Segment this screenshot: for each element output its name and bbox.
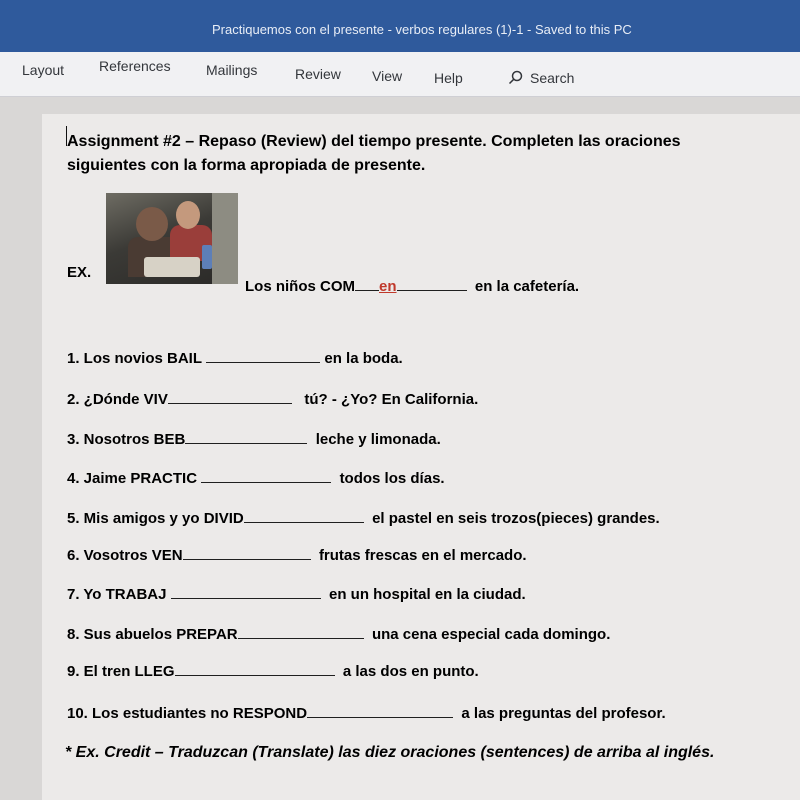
example-blank-lead	[355, 275, 379, 291]
question-stem: 3. Nosotros BEB	[67, 431, 186, 448]
cafeteria-photo[interactable]	[106, 193, 238, 284]
answer-blank[interactable]	[183, 544, 311, 560]
question-9	[67, 660, 479, 680]
answer-blank[interactable]	[171, 583, 321, 599]
title-bar	[0, 0, 800, 52]
question-rest: el pastel en seis trozos(pieces) grandes.	[372, 510, 660, 527]
tab-review[interactable]: Review	[295, 66, 341, 82]
example-blank-tail	[397, 275, 467, 291]
question-2	[67, 388, 478, 408]
answer-blank[interactable]	[168, 388, 292, 404]
question-rest: leche y limonada.	[315, 431, 441, 448]
question-10	[67, 702, 666, 722]
answer-blank[interactable]	[175, 660, 335, 676]
question-1	[67, 347, 403, 367]
question-stem: 6. Vosotros VEN	[67, 547, 183, 564]
ribbon-tabs	[0, 52, 800, 97]
search-icon	[508, 70, 524, 86]
question-rest: a las preguntas del profesor.	[461, 705, 666, 722]
photo-child-head	[136, 207, 168, 241]
example-sentence	[245, 275, 579, 295]
photo-lunch-tray	[144, 257, 200, 277]
tab-mailings[interactable]: Mailings	[206, 62, 258, 78]
question-rest: a las dos en punto.	[342, 663, 479, 680]
search-box[interactable]	[508, 70, 574, 86]
search-label: Search	[530, 70, 575, 86]
tab-references[interactable]: References	[99, 58, 171, 74]
photo-wall	[212, 193, 238, 284]
question-rest: todos los días.	[339, 470, 445, 487]
window-title: Practiquemos con el presente - verbos regulares (1)-1 - Saved to this PC	[212, 22, 632, 37]
question-stem: 9. El tren LLEG	[67, 663, 175, 680]
question-stem: 5. Mis amigos y yo DIVID	[67, 510, 244, 527]
question-stem: 1. Los novios BAIL	[67, 350, 203, 367]
question-stem: 2. ¿Dónde VIV	[67, 391, 168, 408]
question-8	[67, 623, 610, 643]
answer-blank[interactable]	[185, 428, 307, 444]
answer-blank[interactable]	[244, 507, 364, 523]
question-stem: 4. Jaime PRACTIC	[67, 470, 198, 487]
tab-layout[interactable]: Layout	[22, 62, 65, 78]
answer-blank[interactable]	[201, 467, 331, 483]
question-rest: una cena especial cada domingo.	[371, 626, 611, 643]
answer-blank[interactable]	[307, 702, 453, 718]
assignment-heading: Assignment #2 – Repaso (Review) del tiempo presente. Completen las oraciones siguientes con la forma apropiada de presente.	[67, 133, 681, 174]
question-stem: 10. Los estudiantes no RESPOND	[67, 705, 308, 722]
tab-help[interactable]: Help	[434, 70, 463, 86]
example-label: EX.	[67, 264, 92, 281]
extra-credit-note: * Ex. Credit – Traduzcan (Translate) las diez oraciones (sentences) de arriba al inglés.	[65, 744, 715, 761]
question-stem: 8. Sus abuelos PREPAR	[67, 626, 238, 643]
question-7	[67, 583, 526, 603]
question-6	[67, 544, 527, 564]
question-rest: en la boda.	[324, 350, 403, 367]
question-stem: 7. Yo TRABAJ	[67, 586, 167, 603]
question-rest: tú? - ¿Yo? En California.	[304, 391, 479, 408]
question-4	[67, 467, 445, 487]
question-3	[67, 428, 441, 448]
question-5	[67, 507, 660, 527]
example-answer: en	[379, 278, 397, 295]
tab-view[interactable]: View	[372, 68, 403, 84]
answer-blank[interactable]	[238, 623, 364, 639]
answer-blank[interactable]	[206, 347, 320, 363]
question-rest: en un hospital en la ciudad.	[328, 586, 526, 603]
example-prefix: Los niños COM	[245, 278, 355, 295]
photo-bottle	[202, 245, 212, 269]
question-rest: frutas frescas en el mercado.	[318, 547, 527, 564]
photo-child-head	[176, 201, 200, 229]
example-suffix: en la cafetería.	[474, 278, 580, 295]
